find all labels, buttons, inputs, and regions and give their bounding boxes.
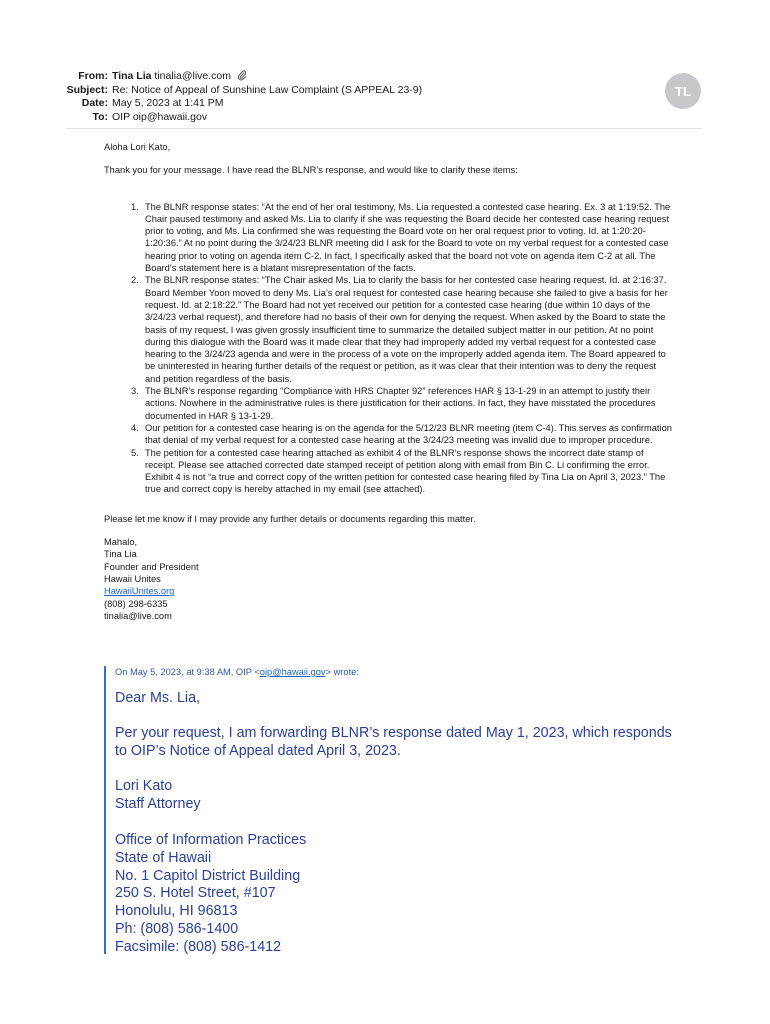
- sender-email[interactable]: tinalia@live.com: [154, 70, 232, 82]
- office-address: [115, 832, 675, 957]
- signature-phone: (808) 298-6335: [104, 598, 168, 609]
- date-label: Date:: [81, 97, 108, 109]
- quote-attribution: [115, 666, 675, 678]
- quoted-text: [115, 690, 675, 957]
- office-line: Ph: (808) 586-1400: [115, 920, 239, 937]
- list-number: 5.: [131, 447, 139, 458]
- quoted-greeting: Dear Ms. Lia,: [115, 690, 201, 706]
- from-row: [40, 70, 700, 84]
- sender-name[interactable]: Tina Lia: [112, 70, 152, 82]
- to-row: [40, 111, 700, 125]
- office-line: Facsimile: (808) 586-1412: [115, 938, 282, 955]
- message-body: [104, 141, 674, 622]
- signature: [104, 536, 674, 622]
- list-item: [104, 422, 674, 447]
- quoted-sender-name: Lori Kato: [115, 778, 173, 795]
- quoted-forward-paragraph: Per your request, I am forwarding BLNR’s response dated May 1, 2023, which responds to OIP’s Notice of Appeal dated April 3, 2023.: [115, 724, 672, 759]
- list-item: [104, 274, 674, 385]
- office-line: 250 S. Hotel Street, #107: [115, 885, 276, 902]
- clarification-list: [104, 201, 674, 496]
- paperclip-icon[interactable]: [237, 70, 247, 81]
- signature-email: tinalia@live.com: [104, 610, 172, 621]
- list-item-text: Our petition for a contested case hearing is on the agenda for the 5/12/23 BLNR meeting (item C-4). This serves as confirmation that denial of my verbal request for a contested case hearing at the 3/24/23 meeting was invalid due to improper procedure.: [145, 422, 672, 446]
- date-row: [40, 97, 700, 111]
- office-line: Honolulu, HI 96813: [115, 903, 238, 920]
- attribution-prefix: On May 5, 2023, at 9:38 AM, OIP <: [115, 667, 260, 677]
- oip-email-link[interactable]: oip@hawaii.gov: [259, 667, 326, 677]
- subject-row: [40, 84, 700, 98]
- date-text: May 5, 2023 at 1:41 PM: [112, 97, 224, 109]
- list-number: 1.: [131, 201, 139, 212]
- quoted-message: [104, 666, 675, 954]
- list-item-text: The petition for a contested case hearing attached as exhibit 4 of the BLNR’s response shows the incorrect date stamp of receipt. Please see attached corrected date stamped receipt of petition along with email from Bin C. Li confirming the error. Exhibit 4 is not “a true and correct copy of the written petition for contested case hearing filed by Tina Lia on April 3, 2023.” The true and correct copy is hereby attached in my email (see attached).: [145, 447, 666, 495]
- greeting: Aloha Lori Kato,: [104, 142, 171, 152]
- avatar[interactable]: TL: [665, 73, 701, 109]
- to-label: To:: [92, 110, 108, 123]
- office-line: No. 1 Capitol District Building: [115, 867, 301, 884]
- website-link[interactable]: HawaiiUnites.org: [104, 586, 175, 597]
- list-number: 4.: [131, 422, 139, 433]
- office-line: State of Hawaii: [115, 849, 212, 866]
- list-item: [104, 447, 674, 496]
- attribution-suffix: > wrote:: [325, 667, 359, 677]
- signature-name: Tina Lia: [104, 549, 137, 560]
- email-header: [40, 70, 700, 124]
- subject-text: Re: Notice of Appeal of Sunshine Law Complaint (S APPEAL 23-9): [112, 83, 423, 96]
- list-number: 3.: [131, 386, 139, 397]
- quoted-signature: [115, 778, 675, 814]
- list-item: [104, 385, 674, 422]
- header-divider: [66, 128, 702, 129]
- intro-paragraph: Thank you for your message. I have read the BLNR’s response, and would like to clarify these items:: [104, 165, 518, 176]
- signoff: Mahalo,: [104, 537, 138, 548]
- list-item-text: The BLNR response states: “The Chair asked Ms. Lia to clarify the basis for her contested case hearing request. Id. at 2:16:37. Board Member Yoon moved to deny Ms. Lia’s oral request for contested case hearing because she failed to give a basis for her request. Id. at 2:18:22.” The Board had not yet received our petition for a contested case hearing (due within 10 days of the 3/24/23 verbal request), and therefore had no basis of their own for denying the request. When asked by the Board to state the basis of my request, I was given grossly insufficient time to summarize the detailed subject matter in our petition. At no point during this dialogue with the Board was it made clear that they had improperly added my verbal request for a contested case hearing to the 3/24/23 agenda and were in the process of a vote on the improperly added agenda item. The Board appeared to be uninterested in hearing further details of the request or petition, as it was clear that their intention was to deny the request and petition regardless of the basis.: [145, 275, 668, 384]
- signature-org: Hawaii Unites: [104, 573, 161, 584]
- list-item-text: The BLNR’s response regarding “Compliance with HRS Chapter 92” references HAR § 13-1-29 in an attempt to justify their actions. Nowhere in the administrative rules is there justification for their actions. In fact, they have misstated the procedures documented in HAR § 13-1-29.: [145, 386, 656, 421]
- office-line: Office of Information Practices: [115, 831, 307, 848]
- from-label: From:: [78, 70, 108, 82]
- recipient[interactable]: OIP oip@hawaii.gov: [112, 110, 208, 123]
- quoted-sender-title: Staff Attorney: [115, 796, 201, 813]
- subject-label: Subject:: [66, 83, 108, 96]
- closing-paragraph: Please let me know if I may provide any further details or documents regarding this matter.: [104, 513, 476, 524]
- list-number: 2.: [131, 275, 139, 286]
- list-item: [104, 201, 674, 275]
- list-item-text: The BLNR response states: “At the end of her oral testimony, Ms. Lia requested a contested case hearing. Ex. 3 at 1:19:52. The Chair paused testimony and asked Ms. Lia to clarify if she was requesting the Board decide her contested case hearing request prior to voting, and Ms. Lia confirmed she was requesting the Board vote on her oral request prior to voting. Id. at 1:20:20-1:20:36.” At no point during the 3/24/23 BLNR meeting did I ask for the Board to vote on my verbal request for a contested case hearing prior to voting on agenda item C-2. In fact, I specifically asked that the board not vote on agenda item C-2 at all. The Board’s statement here is a blatant misrepresentation of the facts.: [145, 201, 671, 274]
- signature-title: Founder and President: [104, 561, 199, 572]
